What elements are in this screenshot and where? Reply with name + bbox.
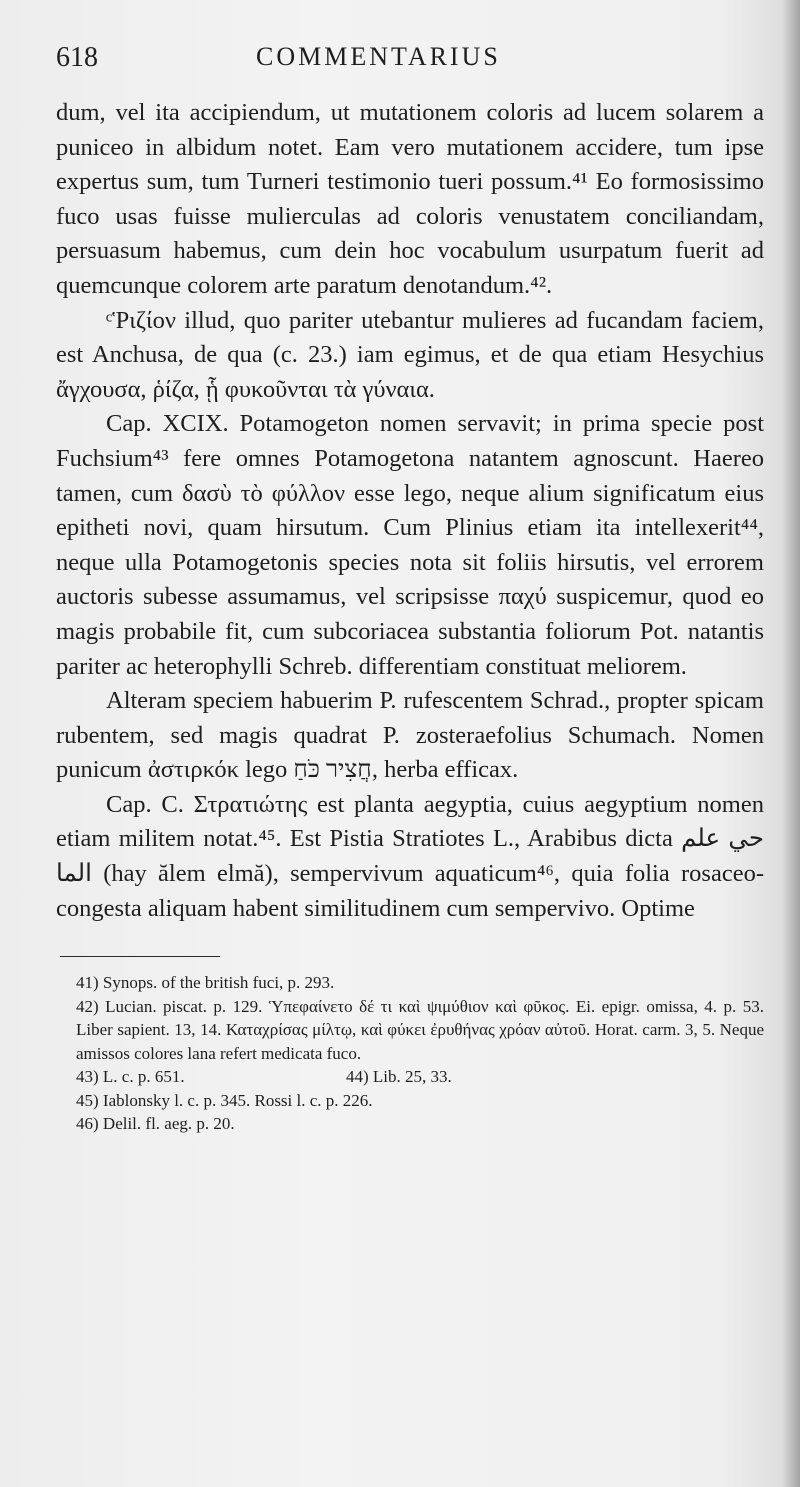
running-head: COMMENTARIUS bbox=[256, 42, 501, 71]
footnote: 42) Lucian. piscat. p. 129. Ὑπεφαίνετο δέ τι καὶ ψιμύθιον καὶ φῦκος. Ei. epigr. omissa, 4. p. 53. Liber sapient. 13, 14. Καταχρίσας μίλτῳ, καὶ φύκει ἐρυθήνας χρόαν αὐτοῦ. Horat. carm. 3, 5. Neque amissos colores lana refert medicata fuco. bbox=[76, 996, 764, 1063]
page-header bbox=[56, 38, 764, 96]
footnote: 41) Synops. of the british fuci, p. 293. bbox=[76, 973, 335, 993]
footnote: 45) Iablonsky l. c. p. 345. Rossi l. c. p. 226. bbox=[76, 1090, 373, 1110]
footnote: 44) Lib. 25, 33. bbox=[346, 1067, 452, 1087]
page-edge-shadow bbox=[782, 0, 800, 1487]
footnote-divider bbox=[60, 956, 220, 957]
paragraph: Alteram speciem habuerim P. rufescentem Schrad., propter spicam rubentem, sed magis quadrat P. zosteraefolius Schumach. Nomen punicum ἀστιρκόκ lego חֲצִיר כֹּחַ, herba efficax. bbox=[56, 687, 764, 784]
page-number: 618 bbox=[56, 42, 98, 73]
main-text bbox=[56, 96, 764, 926]
footnote: 43) L. c. p. 651. bbox=[76, 1067, 185, 1087]
paragraph: Cap. XCIX. Potamogeton nomen servavit; in prima specie post Fuchsium⁴³ fere omnes Potamogetona natantem agnoscunt. Haereo tamen, cum δασὺ τὸ φύλλον esse lego, neque alium significatum eius epitheti novi, quam hirsutum. Cum Plinius etiam ita intellexerit⁴⁴, neque ulla Potamogetonis species nota sit foliis hirsutis, vel errorem auctoris subesse assumamus, vel scripsisse παχύ suspicemur, quod eo magis probabile fit, cum subcoriacea substantia foliorum Pot. natantis pariter ac heterophylli Schreb. differentiam constituat meliorem. bbox=[56, 410, 764, 680]
paragraph: Cap. C. Στρατιώτης est planta aegyptia, cuius aegyptium nomen etiam militem notat.⁴⁵. Est Pistia Stratiotes L., Arabibus dicta حي علم الما (hay ălem elmă), sempervivum aquaticum⁴⁶, quia folia rosaceo-congesta aliquam habent similitudinem cum sempervivo. Optime bbox=[56, 790, 764, 922]
paragraph: dum, vel ita accipiendum, ut mutationem coloris ad lucem solarem a puniceo in albidum notet. Eam vero mutationem accidere, tum ipse expertus sum, tum Turneri testimonio tueri possum.⁴¹ Eo formosissimo fuco usas fuisse mulierculas ad coloris venustatem conciliandam, persuasum habemus, cum dein hoc vocabulum usurpatum fuerit ad quemcunque colorem arte paratum denotandum.⁴². bbox=[56, 99, 764, 299]
footnote: 46) Delil. fl. aeg. p. 20. bbox=[76, 1114, 235, 1134]
footnotes bbox=[56, 971, 764, 1136]
paragraph: ᶜῬιζίον illud, quo pariter utebantur mulieres ad fucandam faciem, est Anchusa, de qua (c. 23.) iam egimus, et de qua etiam Hesychius ἄγχουσα, ῥίζα, ᾗ φυκοῦνται τὰ γύναια. bbox=[56, 306, 764, 403]
